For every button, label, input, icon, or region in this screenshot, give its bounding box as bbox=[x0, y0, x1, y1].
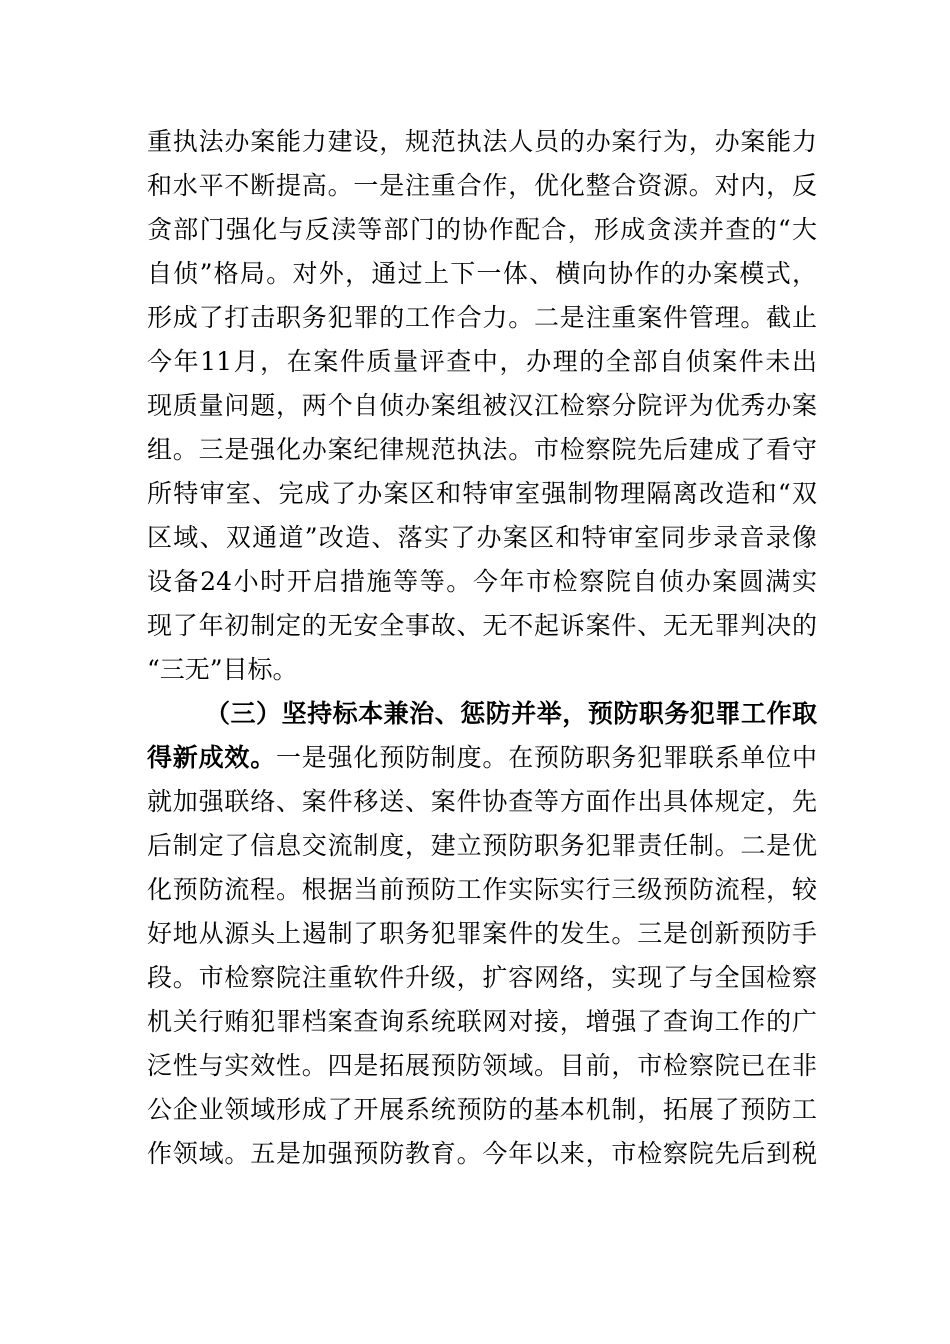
paragraph-line: 设备24小时开启措施等等。今年市检察院自侦办案圆满实 bbox=[147, 567, 817, 596]
paragraph-line: 贪部门强化与反渎等部门的协作配合，形成贪渎并查的“大 bbox=[147, 215, 817, 244]
paragraph-line: 区域、双通道”改造、落实了办案区和特审室同步录音录像 bbox=[147, 523, 817, 552]
paragraph-line: 公企业领域形成了开展系统预防的基本机制，拓展了预防工 bbox=[147, 1095, 817, 1124]
paragraph-line: 化预防流程。根据当前预防工作实际实行三级预防流程，较 bbox=[147, 875, 817, 904]
paragraph-line: 和水平不断提高。一是注重合作，优化整合资源。对内，反 bbox=[147, 171, 817, 200]
paragraph-line: “三无”目标。 bbox=[147, 655, 298, 684]
paragraph-line: 组。三是强化办案纪律规范执法。市检察院先后建成了看守 bbox=[147, 435, 817, 464]
section-text-start: 一是强化预防制度。在预防职务犯罪联系单位中 bbox=[276, 743, 817, 772]
paragraph-line: 后制定了信息交流制度，建立预防职务犯罪责任制。二是优 bbox=[147, 831, 817, 860]
paragraph-line: 今年11月，在案件质量评查中，办理的全部自侦案件未出 bbox=[147, 347, 817, 376]
paragraph-line: 现质量问题，两个自侦办案组被汉江检察分院评为优秀办案 bbox=[147, 391, 817, 420]
paragraph-line: 形成了打击职务犯罪的工作合力。二是注重案件管理。截止 bbox=[147, 303, 817, 332]
paragraph-line: 自侦”格局。对外，通过上下一体、横向协作的办案模式， bbox=[147, 259, 817, 288]
section-heading-end: 得新成效。 bbox=[147, 743, 276, 772]
document-body bbox=[147, 120, 817, 1176]
section-heading: （三）坚持标本兼治、惩防并举，预防职务犯罪工作取 bbox=[205, 699, 817, 728]
paragraph-line: 机关行贿犯罪档案查询系统联网对接，增强了查询工作的广 bbox=[147, 1007, 817, 1036]
paragraph-line: 作领域。五是加强预防教育。今年以来，市检察院先后到税 bbox=[147, 1139, 817, 1168]
paragraph-line: 所特审室、完成了办案区和特审室强制物理隔离改造和“双 bbox=[147, 479, 817, 508]
paragraph-line: 泛性与实效性。四是拓展预防领域。目前，市检察院已在非 bbox=[147, 1051, 817, 1080]
paragraph-line: 现了年初制定的无安全事故、无不起诉案件、无无罪判决的 bbox=[147, 611, 817, 640]
paragraph-line: 段。市检察院注重软件升级，扩容网络，实现了与全国检察 bbox=[147, 963, 817, 992]
paragraph-line: 就加强联络、案件移送、案件协查等方面作出具体规定，先 bbox=[147, 787, 817, 816]
section-heading-continuation bbox=[147, 736, 817, 780]
paragraph-line: 好地从源头上遏制了职务犯罪案件的发生。三是创新预防手 bbox=[147, 919, 817, 948]
paragraph-line: 重执法办案能力建设，规范执法人员的办案行为，办案能力 bbox=[147, 127, 817, 156]
